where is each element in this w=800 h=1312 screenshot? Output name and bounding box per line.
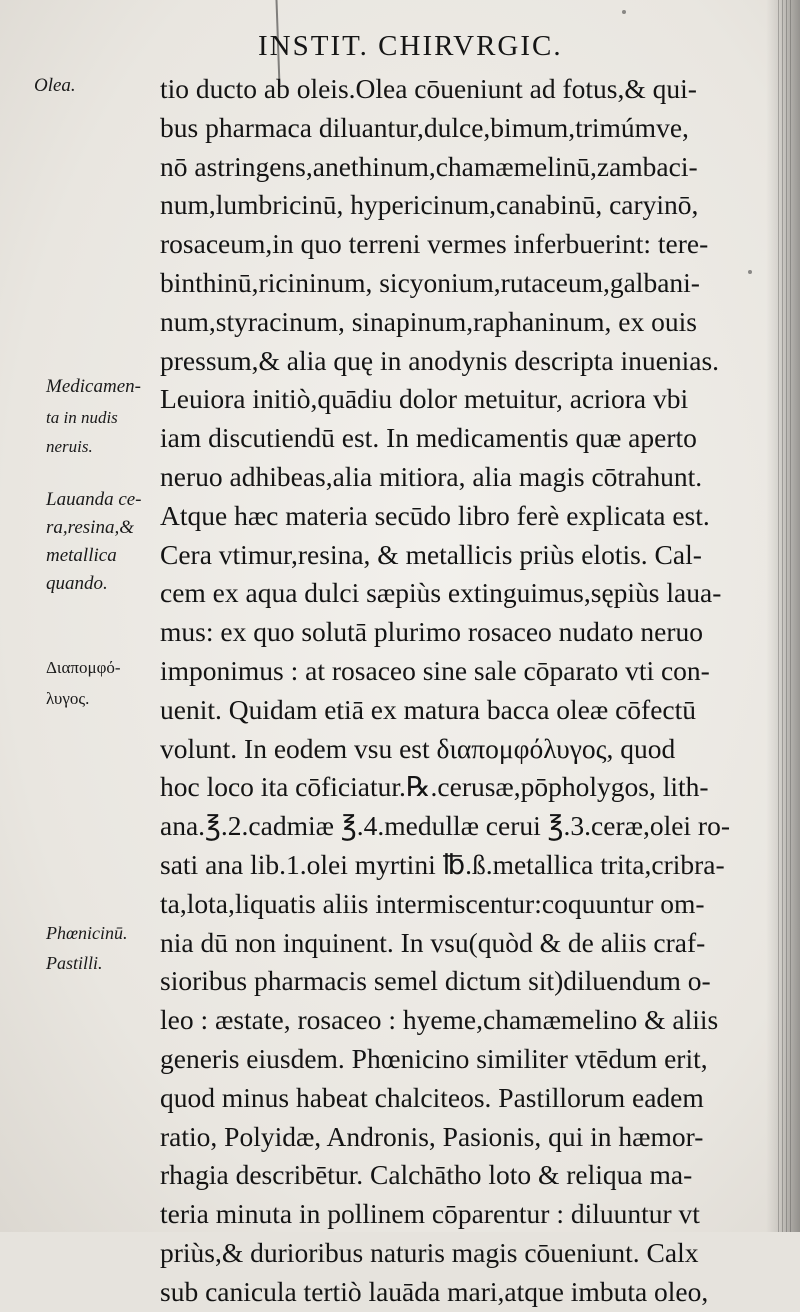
text-line: volunt. In eodem vsu est διαπομφόλυγος, quod bbox=[160, 732, 676, 764]
text-line: leo : æstate, rosaceo : hyeme,chamæmelino & aliis bbox=[160, 1004, 719, 1036]
ink-speck bbox=[622, 10, 626, 14]
text-line: quod minus habeat chalciteos. Pastillorum eadem bbox=[160, 1081, 704, 1113]
margin-notes bbox=[0, 0, 160, 1232]
text-line: teria minuta in pollinem cōparentur : diluuntur vt bbox=[160, 1198, 700, 1230]
margin-note-lauanda-line2: ra,resina,& bbox=[46, 517, 134, 538]
text-line: rhagia describētur. Calchātho loto & reliqua ma- bbox=[160, 1159, 693, 1191]
text-line: iam discutiendū est. In medicamentis quæ aperto bbox=[160, 422, 697, 454]
text-line: tio ducto ab oleis.Olea cōueniunt ad fotus,& qui- bbox=[160, 73, 697, 104]
text-line: sioribus pharmacis semel dictum sit)diluendum o- bbox=[160, 965, 711, 997]
margin-note-olea: Olea. bbox=[34, 75, 76, 96]
margin-note-pastilli: Pastilli. bbox=[46, 953, 103, 973]
text-line: rosaceum,in quo terreni vermes inferbuerint: tere- bbox=[160, 228, 709, 260]
margin-note-medicamenta-line2: ta in nudis bbox=[46, 408, 118, 427]
text-line: nō astringens,anethinum,chamæmelinū,zambaci- bbox=[160, 150, 698, 182]
text-line: ta,lota,liquatis aliis intermiscentur:coquuntur om- bbox=[160, 887, 705, 919]
margin-note-medicamenta-line1: Medicamen- bbox=[46, 376, 141, 397]
text-line: num,lumbricinū, hypericinum,canabinū, caryinō, bbox=[160, 189, 699, 221]
text-line: hoc loco ita cōficiatur.℞.cerusæ,pōpholygos, lith- bbox=[160, 771, 709, 803]
margin-note-diapompholygos-line2: λυγος. bbox=[46, 689, 90, 708]
text-line: num,styracinum, sinapinum,raphaninum, ex ouis bbox=[160, 305, 697, 337]
text-line: Leuiora initiò,quādiu dolor metuitur, acriora vbi bbox=[160, 383, 689, 415]
text-line: ratio, Polyidæ, Andronis, Pasionis, qui in hæmor- bbox=[160, 1120, 704, 1152]
text-line: bus pharmaca diluantur,dulce,bimum,trimúmve, bbox=[160, 111, 689, 143]
running-title: INSTIT. CHIRVRGIC. bbox=[258, 30, 563, 62]
margin-note-lauanda-line1: Lauanda ce- bbox=[46, 489, 142, 510]
margin-note-phoenicinum: Phœnicinū. bbox=[46, 923, 128, 943]
text-line: neruo adhibeas,alia mitiora, alia magis cōtrahunt. bbox=[160, 460, 703, 492]
text-line: nia dū non inquinent. In vsu(quòd & de aliis craf- bbox=[160, 926, 706, 958]
text-line: sati ana lib.1.olei myrtini ℔.ß.metallica trita,cribra- bbox=[160, 848, 725, 880]
text-line: sub canicula tertiò lauāda mari,atque imbuta oleo, bbox=[160, 1275, 709, 1307]
text-line: Atque hæc materia secūdo libro ferè explicata est. bbox=[160, 499, 710, 531]
margin-note-lauanda-line3: metallica bbox=[46, 545, 117, 566]
text-line: generis eiusdem. Phœnicino similiter vtēdum erit, bbox=[160, 1042, 708, 1074]
margin-note-lauanda-line4: quando. bbox=[46, 573, 108, 594]
text-line: imponimus : at rosaceo sine sale cōparato vti con- bbox=[160, 654, 710, 686]
text-line: mus: ex quo solutā plurimo rosaceo nudato neruo bbox=[160, 616, 704, 648]
text-line: pressum,& alia quę in anodynis descripta inuenias. bbox=[160, 344, 720, 376]
main-text-block bbox=[160, 70, 760, 1312]
text-line: uenit. Quidam etiā ex matura bacca oleæ cōfectū bbox=[160, 693, 697, 725]
margin-note-diapompholygos-line1: Διαπομφό- bbox=[46, 658, 121, 677]
text-line: binthinū,ricininum, sicyonium,rutaceum,galbani- bbox=[160, 266, 700, 298]
text-line: ana.℥.2.cadmiæ ℥.4.medullæ cerui ℥.3.ceræ,olei ro- bbox=[160, 810, 730, 842]
margin-note-medicamenta-line3: neruis. bbox=[46, 437, 93, 456]
text-line: cem ex aqua dulci sæpiùs extinguimus,sępiùs laua- bbox=[160, 577, 722, 609]
text-line: priùs,& durioribus naturis magis cōueniunt. Calx bbox=[160, 1236, 699, 1268]
text-line: Cera vtimur,resina, & metallicis priùs elotis. Cal- bbox=[160, 538, 702, 570]
page-edge-leaves bbox=[778, 0, 794, 1232]
